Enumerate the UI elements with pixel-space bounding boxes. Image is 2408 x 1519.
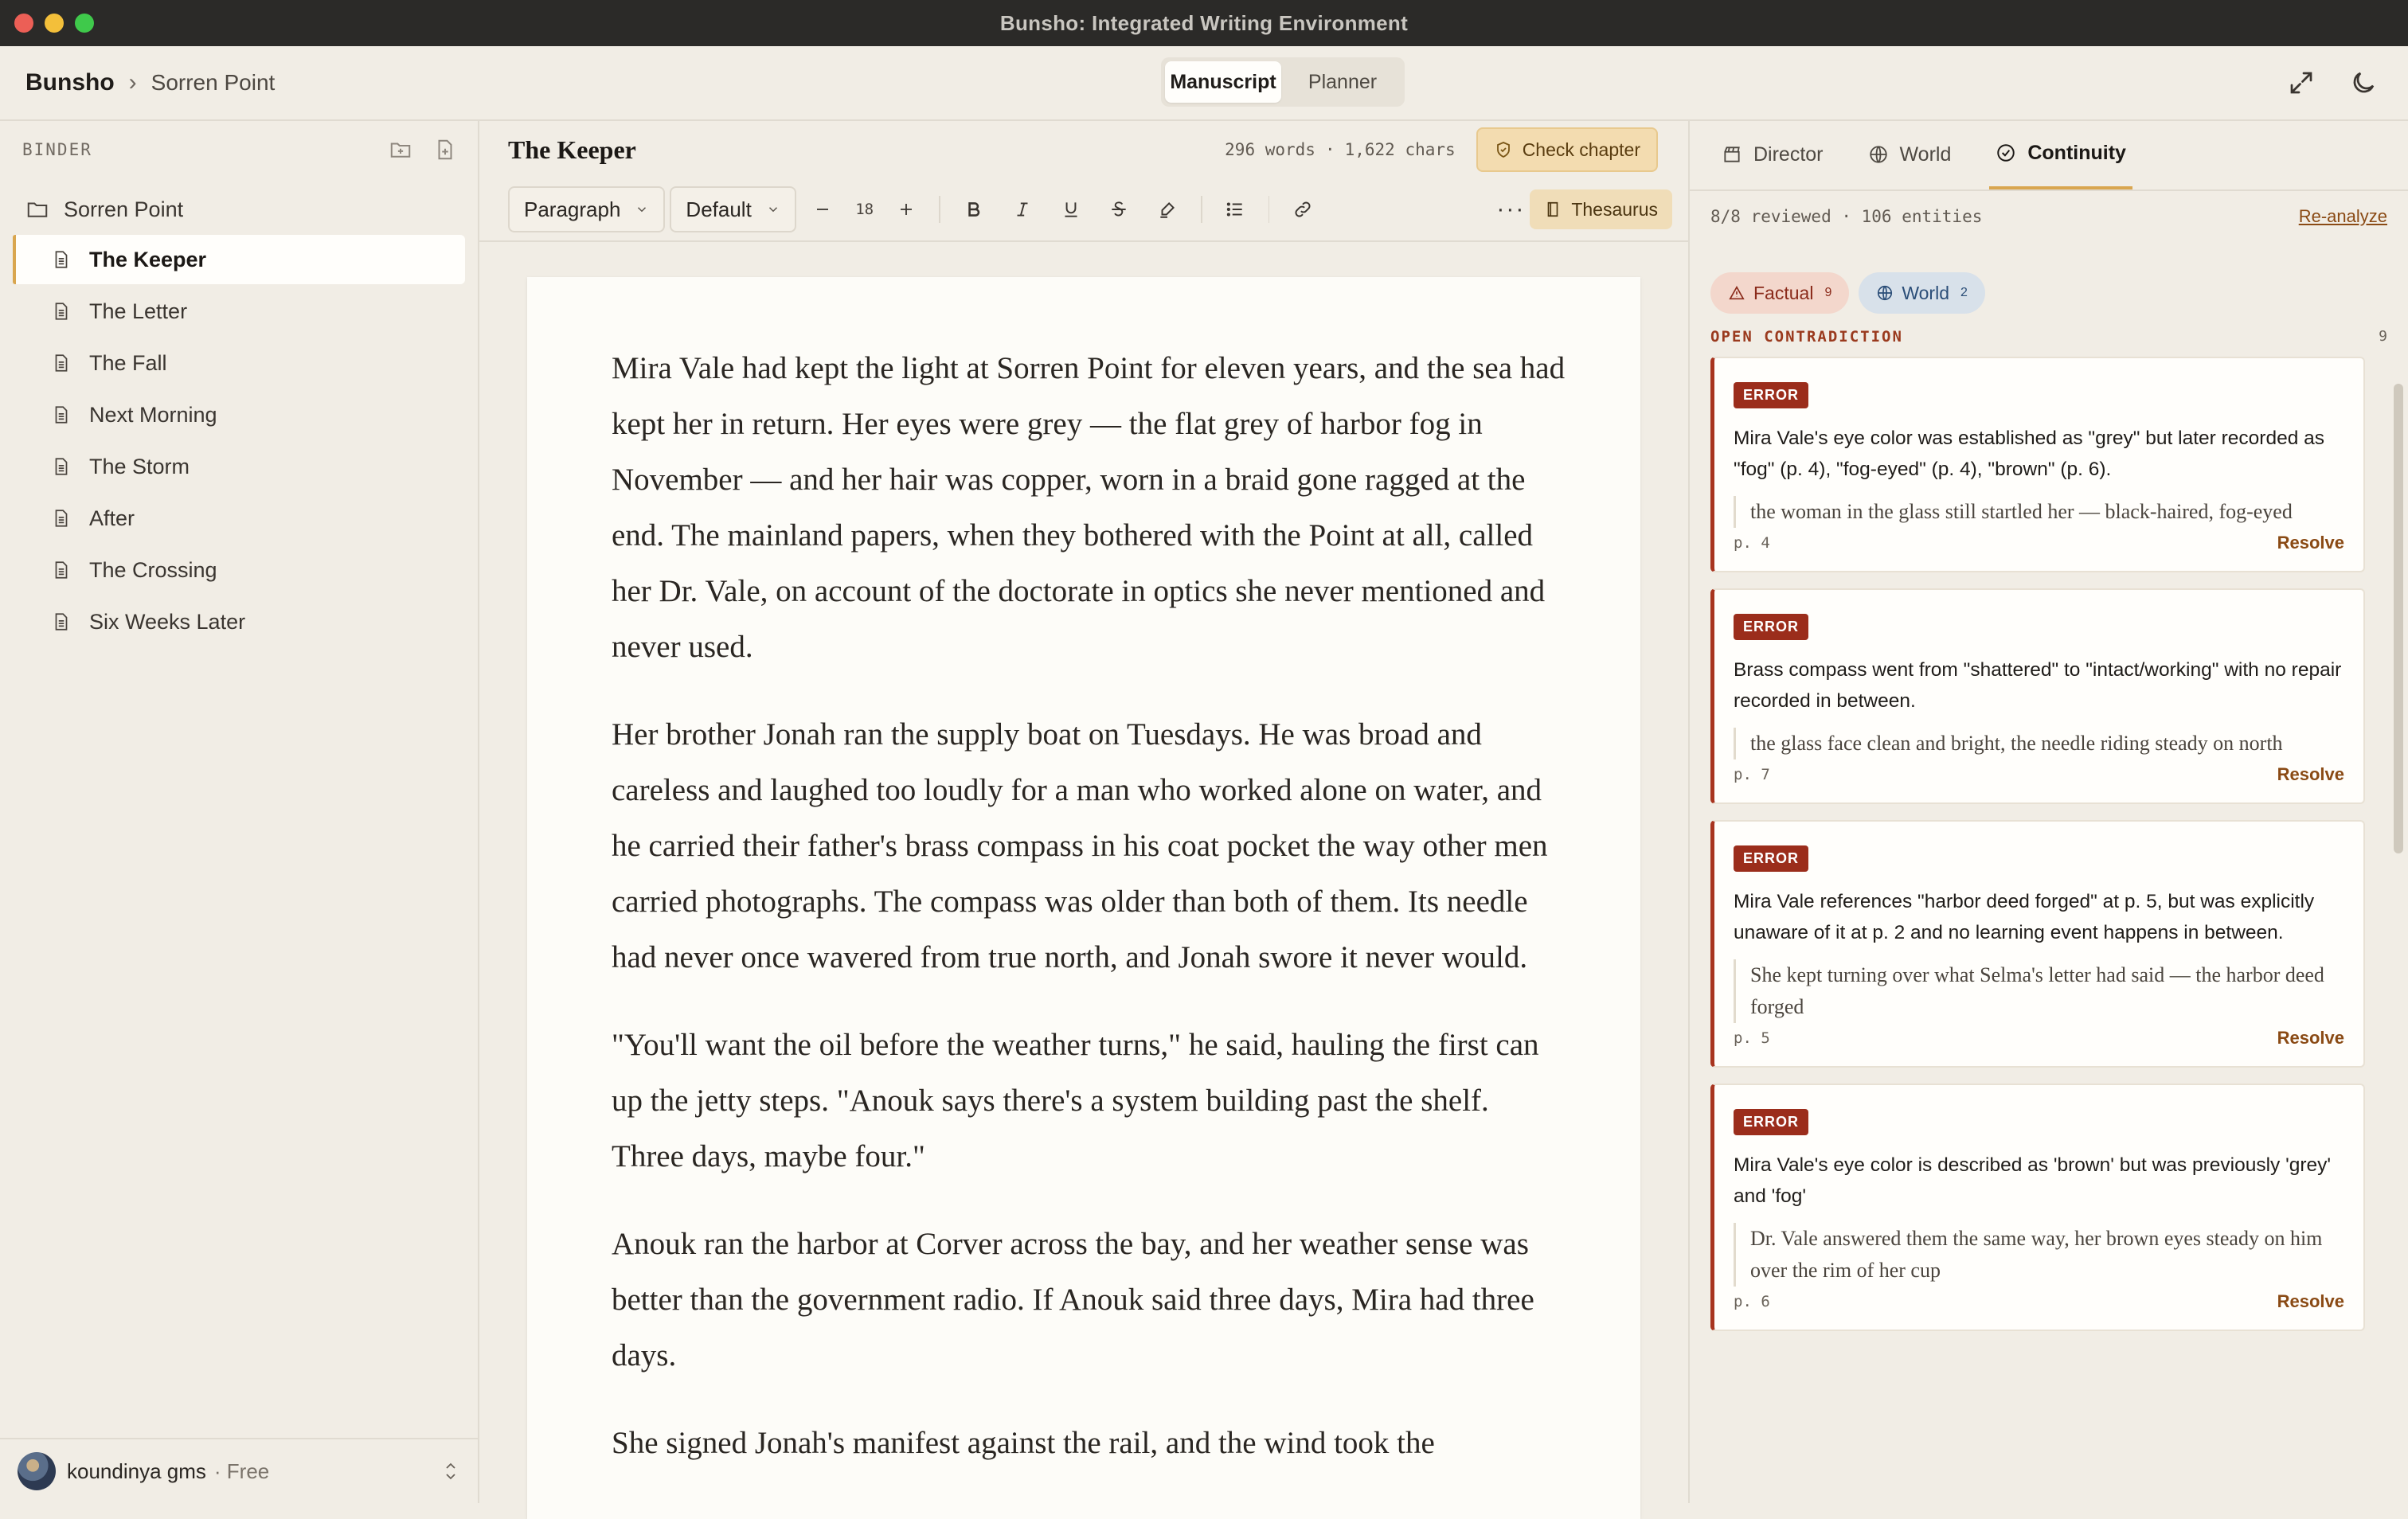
binder-item-the-letter[interactable] <box>13 287 465 336</box>
tab-continuity[interactable] <box>1989 121 2132 189</box>
shield-check-icon <box>1494 140 1513 159</box>
section-label: OPEN CONTRADICTION <box>1710 328 1903 346</box>
section-header <box>1690 314 2408 346</box>
contradiction-message: Mira Vale's eye color was established as "grey" but later recorded as "fog" (p. 4), "fog-eyed" (p. 4), "brown" (p. 6). <box>1734 423 2344 485</box>
card-footer <box>1734 764 2344 785</box>
binder-item-label: The Fall <box>89 351 167 376</box>
breadcrumb <box>0 69 275 96</box>
binder-actions <box>389 138 457 162</box>
resolve-button[interactable]: Resolve <box>2277 764 2344 785</box>
chevron-down-icon <box>635 202 649 217</box>
toolbar-divider <box>939 196 940 223</box>
document-icon <box>51 611 72 632</box>
strikethrough-button[interactable] <box>1097 186 1141 232</box>
globe-icon <box>1868 144 1889 165</box>
contradiction-quote: She kept turning over what Selma's letter had said — the harbor deed forged <box>1734 959 2344 1023</box>
font-select-value: Default <box>686 197 751 222</box>
binder-root-folder[interactable] <box>13 186 465 232</box>
chevron-updown-icon <box>441 1459 460 1483</box>
minus-icon <box>813 200 832 219</box>
bullet-list-button[interactable] <box>1214 186 1257 232</box>
document-icon <box>51 301 72 322</box>
manuscript-paragraph[interactable]: Her brother Jonah ran the supply boat on Tuesdays. He was broad and careless and laughed too loudly for a man who worked alone on water, and he carried their father's brass compass in his coat pocket the way other men carried photographs. The compass was older than both of them. Its needle had never once wavered from true north, and Jonah swore it never would. <box>612 707 1567 986</box>
binder-item-the-crossing[interactable] <box>13 545 465 595</box>
increase-font-size-button[interactable] <box>885 186 928 232</box>
resolve-button[interactable]: Resolve <box>2277 1028 2344 1048</box>
contradiction-list <box>1690 346 2408 1331</box>
toolbar-divider <box>1201 196 1202 223</box>
page-reference[interactable]: p. 4 <box>1734 534 1770 552</box>
bold-icon <box>964 199 984 220</box>
paragraph-style-select[interactable] <box>508 186 665 232</box>
strikethrough-icon <box>1108 199 1129 220</box>
word-count-chars: 1,622 chars <box>1345 140 1456 159</box>
avatar <box>18 1452 56 1490</box>
document-icon <box>51 353 72 373</box>
continuity-stats <box>1690 191 2408 242</box>
paragraph-style-value: Paragraph <box>524 197 620 222</box>
chip-label: Factual <box>1753 283 1813 304</box>
word-count <box>1225 140 1456 159</box>
binder-item-the-fall[interactable] <box>13 338 465 388</box>
list-icon <box>1225 199 1245 220</box>
document-icon <box>51 456 72 477</box>
document-icon <box>51 560 72 580</box>
link-icon <box>1292 199 1313 220</box>
bold-button[interactable] <box>952 186 995 232</box>
contradiction-card[interactable] <box>1710 588 2365 804</box>
font-size-value: 18 <box>850 201 880 218</box>
mode-switcher <box>1161 57 1405 107</box>
review-summary: 8/8 reviewed · 106 entities <box>1710 207 1982 226</box>
chip-count: 9 <box>1824 286 1831 300</box>
binder-item-six-weeks-later[interactable] <box>13 597 465 646</box>
italic-icon <box>1012 199 1033 220</box>
warning-icon <box>1728 284 1745 302</box>
binder-header <box>0 121 478 178</box>
error-badge: ERROR <box>1734 382 1808 408</box>
chip-label: World <box>1902 283 1949 304</box>
binder-tree <box>0 178 478 646</box>
filter-chip-factual[interactable] <box>1710 272 1849 314</box>
binder-item-the-keeper[interactable] <box>13 235 465 284</box>
app-header <box>0 46 2408 121</box>
more-options-icon[interactable]: ··· <box>1496 196 1525 223</box>
folder-icon <box>25 197 49 221</box>
binder-item-label: The Storm <box>89 455 190 479</box>
highlighter-icon <box>1157 199 1178 220</box>
contradiction-quote: the woman in the glass still startled her — black-haired, fog-eyed <box>1734 496 2344 528</box>
chapter-title: The Keeper <box>508 135 636 165</box>
app-name[interactable]: Bunsho <box>25 69 115 96</box>
contradiction-quote: Dr. Vale answered them the same way, her brown eyes steady on him over the rim of her cup <box>1734 1223 2344 1287</box>
expand-icon[interactable] <box>2287 68 2316 97</box>
plus-icon <box>897 200 916 219</box>
contradiction-quote: the glass face clean and bright, the needle riding steady on north <box>1734 728 2344 760</box>
contradiction-card[interactable] <box>1710 820 2365 1068</box>
highlight-button[interactable] <box>1146 186 1190 232</box>
document-icon <box>51 508 72 529</box>
check-circle-icon <box>1996 143 2016 163</box>
tab-director[interactable] <box>1715 121 1830 189</box>
binder-item-label: Six Weeks Later <box>89 610 245 635</box>
tab-world[interactable] <box>1862 121 1958 189</box>
continuity-panel <box>1690 121 2408 1503</box>
tab-label: World <box>1900 143 1952 166</box>
check-chapter-button[interactable] <box>1476 127 1658 172</box>
tab-label: Continuity <box>2027 142 2126 165</box>
binder-label: BINDER <box>22 140 92 159</box>
resolve-button[interactable]: Resolve <box>2277 533 2344 553</box>
page-reference[interactable]: p. 5 <box>1734 1029 1770 1047</box>
new-folder-icon[interactable] <box>389 138 412 162</box>
dark-mode-icon[interactable] <box>2349 68 2378 97</box>
tab-label: Director <box>1753 143 1824 166</box>
binder-item-label: The Letter <box>89 299 187 324</box>
card-footer <box>1734 1028 2344 1048</box>
check-chapter-label: Check chapter <box>1523 139 1640 161</box>
contradiction-card[interactable] <box>1710 357 2365 572</box>
error-badge: ERROR <box>1734 1109 1808 1135</box>
user-account-menu[interactable] <box>0 1438 478 1503</box>
binder-item-label: The Keeper <box>89 248 206 272</box>
section-count: 9 <box>2379 328 2387 346</box>
chevron-down-icon <box>766 202 780 217</box>
manuscript-paragraph[interactable]: She signed Jonah's manifest against the rail, and the wind took the <box>612 1416 1567 1471</box>
book-icon <box>1544 201 1562 218</box>
italic-button[interactable] <box>1000 186 1044 232</box>
error-badge: ERROR <box>1734 845 1808 872</box>
manuscript-paragraph[interactable]: Mira Vale had kept the light at Sorren Point for eleven years, and the sea had kept her in return. Her eyes were grey — the flat grey of harbor fog in November — and her hair was copper, worn in a braid gone ragged at the end. The mainland papers, when they bothered with the Point at all, called her Dr. Vale, on account of the doctorate in optics she never mentioned and never used. <box>612 341 1567 675</box>
contradiction-message: Brass compass went from "shattered" to "intact/working" with no repair recorded in between. <box>1734 654 2344 717</box>
mode-planner-tab[interactable]: Planner <box>1284 61 1401 103</box>
breadcrumb-separator: › <box>129 69 137 96</box>
manuscript-paragraph[interactable]: "You'll want the oil before the weather turns," he said, hauling the first can up the jetty steps. "Anouk says there's a system building past the shelf. Three days, maybe four." <box>612 1017 1567 1185</box>
word-count-separator: · <box>1325 140 1335 159</box>
breadcrumb-project[interactable]: Sorren Point <box>151 70 276 96</box>
manuscript-paragraph[interactable]: Anouk ran the harbor at Corver across the bay, and her weather sense was better than the government radio. If Anouk said three days, Mira had three days. <box>612 1216 1567 1384</box>
chip-count: 2 <box>1960 286 1968 300</box>
reanalyze-link[interactable]: Re-analyze <box>2299 206 2387 227</box>
binder-item-label: After <box>89 506 135 531</box>
binder-sidebar <box>0 121 479 1503</box>
panel-scrollbar[interactable] <box>2394 384 2403 853</box>
binder-item-label: The Crossing <box>89 558 217 583</box>
filter-chips <box>1690 242 2408 314</box>
panel-tabs <box>1690 121 2408 191</box>
error-badge: ERROR <box>1734 614 1808 640</box>
card-footer <box>1734 1291 2344 1312</box>
document-icon <box>51 404 72 425</box>
mode-manuscript-tab[interactable]: Manuscript <box>1165 61 1281 103</box>
font-select[interactable] <box>670 186 796 232</box>
page-reference[interactable]: p. 7 <box>1734 766 1770 783</box>
filter-chip-world[interactable] <box>1859 272 1985 314</box>
user-name: koundinya gms <box>67 1459 206 1484</box>
binder-item-the-storm[interactable] <box>13 442 465 491</box>
binder-root-label: Sorren Point <box>64 197 183 222</box>
new-document-icon[interactable] <box>433 138 457 162</box>
toolbar-divider <box>1268 196 1270 223</box>
insert-link-button[interactable] <box>1280 186 1324 232</box>
editor-header <box>479 121 1688 178</box>
thesaurus-label: Thesaurus <box>1571 199 1658 221</box>
contradiction-message: Mira Vale's eye color is described as 'brown' but was previously 'grey' and 'fog' <box>1734 1150 2344 1212</box>
contradiction-message: Mira Vale references "harbor deed forged" at p. 5, but was explicitly unaware of it at p. 2 and no learning event happens in between. <box>1734 886 2344 948</box>
decrease-font-size-button[interactable] <box>801 186 845 232</box>
document-icon <box>51 249 72 270</box>
header-actions <box>2287 68 2378 97</box>
binder-item-after[interactable] <box>13 494 465 543</box>
binder-item-label: Next Morning <box>89 403 217 428</box>
underline-button[interactable] <box>1049 186 1093 232</box>
globe-icon <box>1876 284 1894 302</box>
clapperboard-icon <box>1722 144 1742 165</box>
contradiction-card[interactable] <box>1710 1084 2365 1331</box>
window-title: Bunsho: Integrated Writing Environment <box>0 11 2408 36</box>
format-toolbar <box>479 178 1688 242</box>
page-reference[interactable]: p. 6 <box>1734 1293 1770 1310</box>
binder-item-next-morning[interactable] <box>13 390 465 439</box>
manuscript-text[interactable] <box>612 341 1567 1503</box>
card-footer <box>1734 533 2344 553</box>
window-titlebar <box>0 0 2408 46</box>
user-plan: · Free <box>214 1459 269 1484</box>
thesaurus-button[interactable] <box>1530 189 1672 229</box>
underline-icon <box>1061 199 1081 220</box>
resolve-button[interactable]: Resolve <box>2277 1291 2344 1312</box>
word-count-words: 296 words <box>1225 140 1315 159</box>
